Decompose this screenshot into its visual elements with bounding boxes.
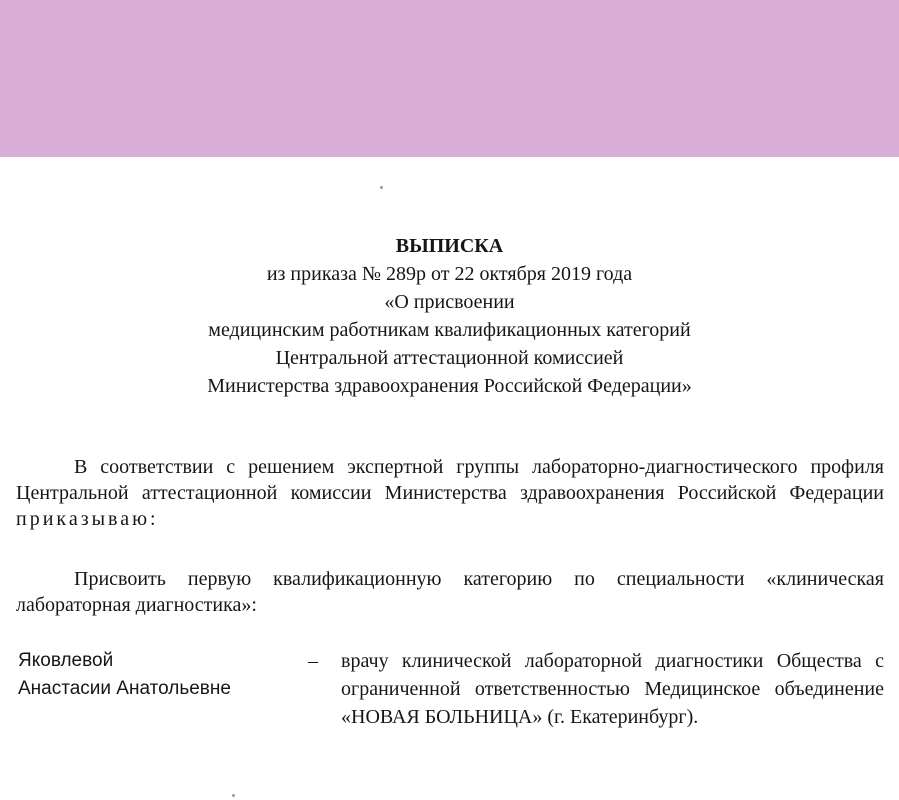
recipient-given-names: Анастасии Анатольевне — [18, 678, 231, 699]
preamble-text: В соответствии с решением экспертной группы лабораторно-диагностического профиля Центральной аттестационной комиссии Министерства здравоохранения Российской Федерации — [16, 456, 884, 504]
header-line-order: из приказа № 289р от 22 октября 2019 года — [266, 263, 633, 285]
header-line-commission: Центральной аттестационной комиссией — [275, 347, 624, 369]
recipient-position: врачу клинической лабораторной диагностики Общества с ограниченной ответственностью Медицинское объединение «НОВАЯ БОЛЬНИЦА» (г. Екатеринбург). — [341, 650, 884, 728]
recipient-dash: – — [308, 650, 318, 672]
document-title: ВЫПИСКА — [395, 235, 504, 257]
header-line-ministry: Министерства здравоохранения Российской Федерации» — [207, 375, 692, 397]
top-color-band — [0, 0, 899, 157]
recipient-surname: Яковлевой — [18, 650, 114, 671]
header-line-workers: медицинским работникам квалификационных категорий — [208, 319, 691, 341]
scan-speck — [380, 186, 383, 189]
document-header — [0, 232, 899, 400]
preamble-paragraph — [16, 454, 884, 532]
recipient-name — [18, 647, 298, 703]
order-word: приказываю: — [16, 508, 159, 530]
header-line-subject: «О присвоении — [384, 291, 515, 313]
scan-speck — [232, 794, 235, 797]
assignment-paragraph: Присвоить первую квалификационную категорию по специальности «клиническая лабораторная диагностика»: — [16, 568, 884, 616]
